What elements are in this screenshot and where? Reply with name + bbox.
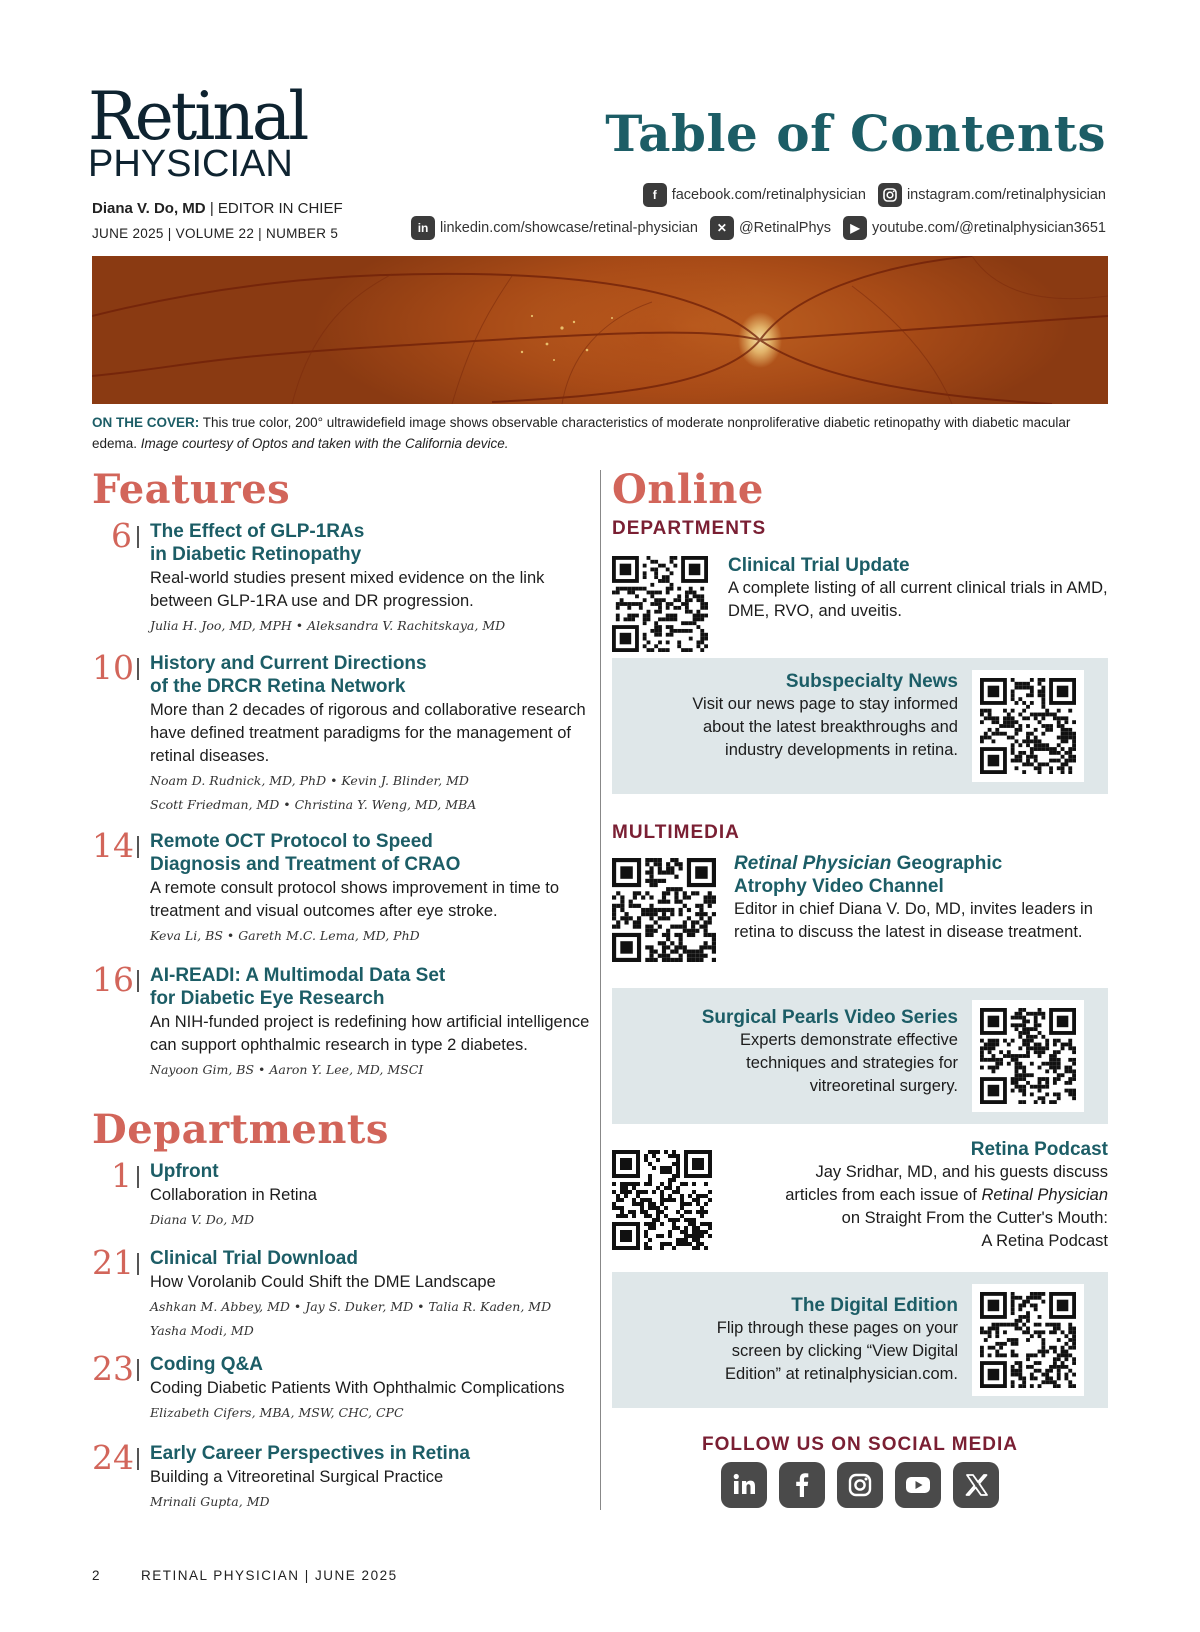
entry-authors: Yasha Modi, MD [150, 1323, 254, 1338]
footer-page-number: 2 [92, 1568, 102, 1583]
entry-authors: Mrinali Gupta, MD [150, 1494, 270, 1509]
online-heading: Online [612, 466, 764, 513]
page-footer [92, 1568, 398, 1583]
departments-heading: Departments [92, 1106, 389, 1153]
retina-vessels [92, 256, 1108, 404]
podcast-desc-4: A Retina Podcast [981, 1232, 1108, 1250]
facebook-icon[interactable] [779, 1462, 825, 1508]
qr-code[interactable] [612, 556, 708, 652]
entry-description: How Vorolanib Could Shift the DME Landscape [150, 1273, 496, 1291]
logo-wordmark-top: Retinal [88, 78, 307, 155]
subspecialty-title[interactable]: Subspecialty News [785, 671, 958, 692]
separator-bar [137, 1448, 139, 1470]
ga-video-channel[interactable] [734, 852, 1108, 944]
digital-edition-desc-3: Edition” at retinalphysician.com. [725, 1365, 958, 1383]
cover-image [92, 256, 1108, 404]
entry-body [150, 1442, 600, 1513]
linkedin-icon[interactable] [721, 1462, 767, 1508]
clinical-trial-desc: A complete listing of all current clinical trials in AMD, DME, RVO, and uveitis. [728, 579, 1108, 620]
social-icons-row [612, 1462, 1108, 1508]
department-entry[interactable] [92, 1243, 592, 1338]
linkedin-icon: in [411, 216, 435, 240]
digital-edition-desc-2: screen by clicking “View Digital [731, 1342, 958, 1360]
qr-code[interactable] [972, 1000, 1084, 1112]
entry-body [150, 1247, 600, 1342]
features-heading: Features [92, 466, 291, 513]
page-number: 14 [92, 826, 134, 865]
instagram-icon[interactable] [837, 1462, 883, 1508]
entry-authors: Ashkan M. Abbey, MD • Jay S. Duker, MD • Talia R. Kaden, MD [150, 1299, 552, 1314]
separator-bar [137, 1359, 139, 1381]
feature-entry[interactable] [92, 516, 592, 633]
entry-description: Real-world studies present mixed evidence on the link between GLP-1RA use and DR progression. [150, 569, 545, 610]
entry-description: Building a Vitreoretinal Surgical Practice [150, 1468, 444, 1486]
subspecialty-text [628, 670, 958, 762]
podcast-desc-1: Jay Sridhar, MD, and his guests discuss [815, 1163, 1108, 1181]
x-handle: @RetinalPhys [738, 220, 832, 236]
separator-bar [137, 836, 139, 858]
surgical-pearls-desc-2: techniques and strategies for [746, 1054, 958, 1072]
separator-bar [137, 526, 139, 548]
editor-line [92, 200, 343, 217]
subspecialty-desc-2: about the latest breakthroughs and [702, 718, 958, 736]
clinical-trial-title[interactable]: Clinical Trial Update [728, 555, 910, 576]
cover-caption-text: This true color, 200° ultrawidefield image shows observable characteristics of moderate nonproliferative diabetic retinopathy with diabetic macular edema. [92, 415, 1071, 451]
editor-role: EDITOR IN CHIEF [217, 200, 343, 217]
entry-authors: Diana V. Do, MD [150, 1212, 255, 1227]
youtube-handle: youtube.com/@retinalphysician3651 [872, 220, 1106, 236]
entry-body [150, 1160, 600, 1231]
x-link[interactable] [710, 216, 831, 240]
entry-title[interactable]: History and Current Directions of the DRCR Retina Network [150, 653, 427, 697]
podcast-desc-2: articles from each issue of Retinal Physician [785, 1186, 1108, 1204]
entry-body [150, 830, 600, 947]
entry-description: Collaboration in Retina [150, 1186, 317, 1204]
entry-title[interactable]: Clinical Trial Download [150, 1248, 358, 1269]
podcast-title[interactable]: Retina Podcast [970, 1139, 1108, 1160]
separator-bar [137, 1253, 139, 1275]
feature-entry[interactable] [92, 826, 592, 943]
youtube-icon[interactable] [895, 1462, 941, 1508]
column-divider [600, 470, 601, 1510]
issue-info: JUNE 2025 | VOLUME 22 | NUMBER 5 [92, 226, 339, 241]
entry-authors: Julia H. Joo, MD, MPH • Aleksandra V. Rachitskaya, MD [150, 618, 506, 633]
surgical-pearls-title[interactable]: Surgical Pearls Video Series [701, 1007, 958, 1028]
department-entry[interactable] [92, 1438, 592, 1509]
facebook-link[interactable] [643, 183, 866, 207]
department-entry[interactable] [92, 1349, 592, 1420]
entry-authors: Scott Friedman, MD • Christina Y. Weng, MD, MBA [150, 797, 477, 812]
follow-heading: FOLLOW US ON SOCIAL MEDIA [702, 1434, 1018, 1455]
editor-name: Diana V. Do, MD [92, 200, 206, 217]
linkedin-handle: linkedin.com/showcase/retinal-physician [440, 220, 698, 236]
multimedia-label: MULTIMEDIA [612, 822, 740, 843]
entry-body [150, 520, 600, 637]
qr-code[interactable] [612, 1150, 712, 1250]
surgical-pearls-box[interactable] [612, 988, 1108, 1124]
department-entry[interactable] [92, 1156, 592, 1227]
entry-authors: Elizabeth Cifers, MBA, MSW, CHC, CPC [150, 1405, 404, 1420]
editor-separator: | [209, 200, 218, 217]
instagram-handle: instagram.com/retinalphysician [906, 187, 1106, 203]
entry-body [150, 1353, 600, 1424]
facebook-icon: f [643, 183, 667, 207]
retina-podcast[interactable] [728, 1138, 1108, 1253]
social-links-row-2 [411, 216, 1106, 240]
digital-edition-text [628, 1294, 958, 1386]
separator-bar [137, 658, 139, 680]
subspecialty-desc-1: Visit our news page to stay informed [692, 695, 958, 713]
page-number: 10 [92, 648, 134, 687]
page-number: 16 [92, 960, 134, 999]
page-title: Table of Contents [605, 104, 1106, 163]
cover-caption-label: ON THE COVER: [92, 415, 200, 430]
youtube-link[interactable] [843, 216, 1106, 240]
feature-entry[interactable] [92, 648, 592, 812]
ga-channel-title[interactable]: Retinal Physician Geographic Atrophy Video Channel [734, 853, 1003, 897]
page-number: 6 [111, 516, 132, 555]
footer-running-head: RETINAL PHYSICIAN | JUNE 2025 [141, 1568, 398, 1583]
entry-body [150, 652, 600, 816]
entry-title[interactable]: Coding Q&A [150, 1354, 263, 1375]
qr-code[interactable] [972, 670, 1084, 782]
entry-authors: Keva Li, BS • Gareth M.C. Lema, MD, PhD [150, 928, 420, 943]
instagram-link[interactable] [878, 183, 1106, 207]
youtube-icon: ▶ [843, 216, 867, 240]
qr-code[interactable] [612, 858, 716, 962]
digital-edition-desc-1: Flip through these pages on your [716, 1319, 958, 1337]
subspecialty-desc-3: industry developments in retina. [725, 741, 958, 759]
magazine-logo [88, 78, 307, 185]
entry-authors: Noam D. Rudnick, MD, PhD • Kevin J. Blinder, MD [150, 773, 469, 788]
instagram-icon [878, 183, 902, 207]
entry-description: More than 2 decades of rigorous and collaborative research have defined treatment paradigms for the management of retinal diseases. [150, 701, 586, 765]
x-icon[interactable] [953, 1462, 999, 1508]
separator-bar [137, 970, 139, 992]
digital-edition-title[interactable]: The Digital Edition [791, 1295, 958, 1316]
entry-title[interactable]: Remote OCT Protocol to Speed Diagnosis and Treatment of CRAO [150, 831, 461, 875]
x-icon: ✕ [710, 216, 734, 240]
online-departments-label: DEPARTMENTS [612, 518, 767, 539]
surgical-pearls-text [628, 1006, 958, 1098]
feature-entry[interactable] [92, 960, 592, 1094]
linkedin-link[interactable] [411, 216, 698, 240]
facebook-handle: facebook.com/retinalphysician [671, 187, 866, 203]
entry-description: Coding Diabetic Patients With Ophthalmic Complications [150, 1379, 565, 1397]
clinical-trial-update[interactable] [728, 554, 1108, 623]
separator-bar [137, 1166, 139, 1188]
entry-title[interactable]: AI-READI: A Multimodal Data Set for Diabetic Eye Research [150, 965, 446, 1009]
surgical-pearls-desc-1: Experts demonstrate effective [740, 1031, 958, 1049]
digital-edition-box[interactable] [612, 1272, 1108, 1408]
cover-caption [92, 412, 1108, 454]
podcast-desc-3: on Straight From the Cutter's Mouth: [841, 1209, 1108, 1227]
entry-authors: Nayoon Gim, BS • Aaron Y. Lee, MD, MSCI [150, 1062, 424, 1077]
entry-title[interactable]: Upfront [150, 1161, 219, 1182]
surgical-pearls-desc-3: vitreoretinal surgery. [809, 1077, 958, 1095]
entry-title[interactable]: Early Career Perspectives in Retina [150, 1443, 471, 1464]
page-number: 24 [92, 1438, 134, 1477]
cover-caption-credit: Image courtesy of Optos and taken with the California device. [140, 436, 509, 451]
social-links-row-1 [643, 183, 1106, 207]
page-number: 1 [111, 1156, 132, 1195]
entry-description: A remote consult protocol shows improvement in time to treatment and visual outcomes after eye stroke. [150, 879, 560, 920]
subspecialty-news-box[interactable] [612, 658, 1108, 794]
qr-code[interactable] [972, 1284, 1084, 1396]
page-number: 21 [92, 1243, 134, 1282]
page-number: 23 [92, 1349, 134, 1388]
entry-body [150, 964, 600, 1081]
entry-title[interactable]: The Effect of GLP-1RAs in Diabetic Retinopathy [150, 521, 365, 565]
logo-wordmark-bottom: PHYSICIAN [88, 143, 293, 185]
entry-description: An NIH-funded project is redefining how artificial intelligence can support ophthalmic research in type 2 diabetes. [150, 1013, 590, 1054]
ga-channel-desc: Editor in chief Diana V. Do, MD, invites leaders in retina to discuss the latest in disease treatment. [734, 900, 1093, 941]
